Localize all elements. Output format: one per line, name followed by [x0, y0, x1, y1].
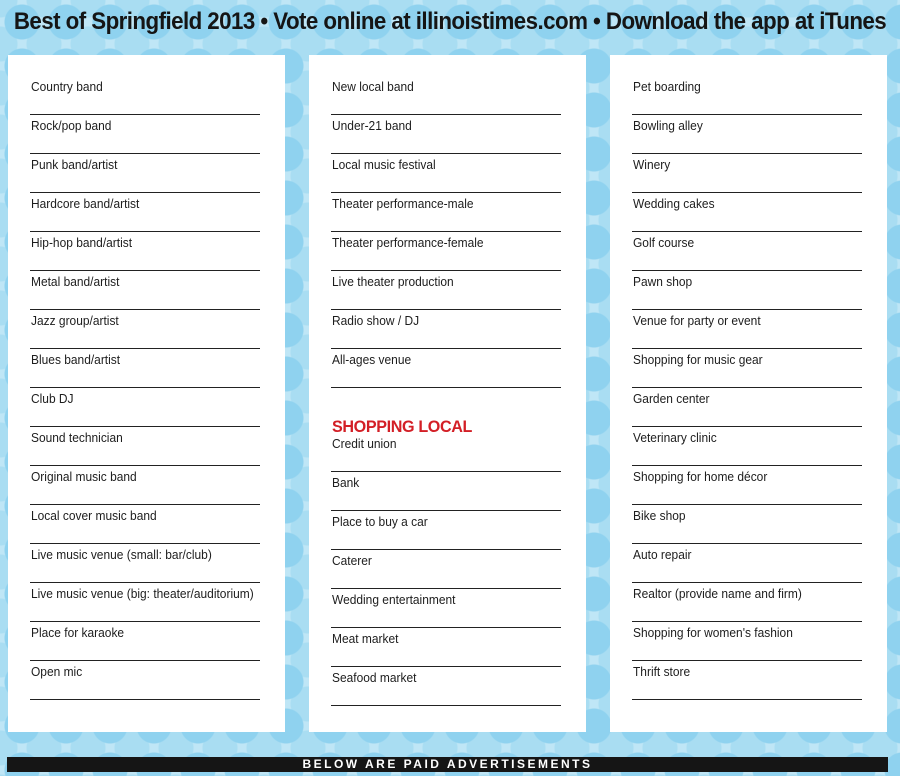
ballot-field-metal-band[interactable] — [30, 271, 260, 310]
ballot-field-club-dj[interactable] — [30, 388, 260, 427]
field-label: Seafood market — [332, 670, 417, 685]
field-label: Bowling alley — [633, 118, 703, 133]
field-label: Live music venue (small: bar/club) — [31, 547, 212, 562]
field-label: Local music festival — [332, 157, 436, 172]
ballot-field-bowling-alley[interactable] — [632, 115, 862, 154]
ballot-field-theater-female[interactable] — [331, 232, 561, 271]
field-label: Metal band/artist — [31, 274, 120, 289]
field-label: Hip-hop band/artist — [31, 235, 133, 250]
ballot-field-music-gear[interactable] — [632, 349, 862, 388]
ballot-field-pet-boarding[interactable] — [632, 76, 862, 115]
field-label: Shopping for women's fashion — [633, 625, 793, 640]
ballot-field-realtor[interactable] — [632, 583, 862, 622]
ballot-field-wedding-cakes[interactable] — [632, 193, 862, 232]
page-header: Best of Springfield 2013 • Vote online at illinoistimes.com • Download the app at iTunes — [13, 8, 887, 35]
ballot-field-seafood-market[interactable] — [331, 667, 561, 706]
ballot-field-pawn-shop[interactable] — [632, 271, 862, 310]
ballot-field-car-dealer[interactable] — [331, 511, 561, 550]
ballot-field-blues-band[interactable] — [30, 349, 260, 388]
ballot-field-hardcore-band[interactable] — [30, 193, 260, 232]
ballot-field-open-mic[interactable] — [30, 661, 260, 700]
field-label: Club DJ — [31, 391, 74, 406]
field-label: Credit union — [332, 436, 397, 451]
field-label: Veterinary clinic — [633, 430, 717, 445]
ballot-field-country-band[interactable] — [30, 76, 260, 115]
field-label: Meat market — [332, 631, 399, 646]
field-label: Blues band/artist — [31, 352, 121, 367]
ballot-field-small-music-venue[interactable] — [30, 544, 260, 583]
ballot-field-original-music-band[interactable] — [30, 466, 260, 505]
ballot-field-all-ages-venue[interactable] — [331, 349, 561, 388]
field-label: Realtor (provide name and firm) — [633, 586, 802, 601]
field-label: Pet boarding — [633, 79, 701, 94]
field-label: Hardcore band/artist — [31, 196, 140, 211]
ballot-field-caterer[interactable] — [331, 550, 561, 589]
ballot-field-meat-market[interactable] — [331, 628, 561, 667]
field-label: Wedding entertainment — [332, 592, 456, 607]
field-label: Pawn shop — [633, 274, 693, 289]
field-label: Jazz group/artist — [31, 313, 119, 328]
field-label: Place for karaoke — [31, 625, 125, 640]
field-label: New local band — [332, 79, 414, 94]
ballot-field-new-local-band[interactable] — [331, 76, 561, 115]
field-label: Thrift store — [633, 664, 691, 679]
ballot-column-2 — [309, 55, 586, 732]
ballot-field-live-theater[interactable] — [331, 271, 561, 310]
ballot-field-wedding-entertainment[interactable] — [331, 589, 561, 628]
field-label: Theater performance-female — [332, 235, 484, 250]
field-label: Golf course — [633, 235, 695, 250]
field-label: Rock/pop band — [31, 118, 112, 133]
field-label: Shopping for home décor — [633, 469, 768, 484]
ballot-field-big-music-venue[interactable] — [30, 583, 260, 622]
ballot-field-punk-band[interactable] — [30, 154, 260, 193]
section-heading-shopping-local: SHOPPING LOCAL — [332, 417, 473, 436]
field-label: Live music venue (big: theater/auditorium) — [31, 586, 254, 601]
field-label: Country band — [31, 79, 103, 94]
ballot-field-womens-fashion[interactable] — [632, 622, 862, 661]
field-label: Theater performance-male — [332, 196, 474, 211]
paid-ads-banner: BELOW ARE PAID ADVERTISEMENTS — [7, 757, 888, 772]
ballot-field-party-venue[interactable] — [632, 310, 862, 349]
field-label: Caterer — [332, 553, 372, 568]
field-label: Wedding cakes — [633, 196, 715, 211]
ballot-field-radio-show[interactable] — [331, 310, 561, 349]
ballot-field-home-decor[interactable] — [632, 466, 862, 505]
field-label: Under-21 band — [332, 118, 412, 133]
field-label: Winery — [633, 157, 671, 172]
ballot-field-bank[interactable] — [331, 472, 561, 511]
field-label: Local cover music band — [31, 508, 157, 523]
field-label: Sound technician — [31, 430, 123, 445]
field-label: All-ages venue — [332, 352, 412, 367]
ballot-column-1 — [8, 55, 285, 732]
ballot-field-local-music-festival[interactable] — [331, 154, 561, 193]
field-label: Garden center — [633, 391, 710, 406]
ballot-field-thrift-store[interactable] — [632, 661, 862, 700]
ballot-field-theater-male[interactable] — [331, 193, 561, 232]
ballot-field-golf-course[interactable] — [632, 232, 862, 271]
ballot-field-auto-repair[interactable] — [632, 544, 862, 583]
ballot-field-rock-pop-band[interactable] — [30, 115, 260, 154]
ballot-field-winery[interactable] — [632, 154, 862, 193]
ballot-column-3 — [610, 55, 887, 732]
field-label: Original music band — [31, 469, 137, 484]
field-label: Place to buy a car — [332, 514, 428, 529]
field-label: Bike shop — [633, 508, 686, 523]
ballot-field-credit-union[interactable] — [331, 433, 561, 472]
field-label: Venue for party or event — [633, 313, 761, 328]
ballot-field-karaoke[interactable] — [30, 622, 260, 661]
field-label: Radio show / DJ — [332, 313, 420, 328]
ballot-field-bike-shop[interactable] — [632, 505, 862, 544]
ballot-field-local-cover-band[interactable] — [30, 505, 260, 544]
field-label: Shopping for music gear — [633, 352, 763, 367]
field-label: Open mic — [31, 664, 83, 679]
ballot-field-hip-hop-band[interactable] — [30, 232, 260, 271]
ballot-field-veterinary-clinic[interactable] — [632, 427, 862, 466]
ballot-field-garden-center[interactable] — [632, 388, 862, 427]
field-label: Auto repair — [633, 547, 692, 562]
ballot-field-under-21-band[interactable] — [331, 115, 561, 154]
ballot-field-jazz-group[interactable] — [30, 310, 260, 349]
ballot-field-sound-technician[interactable] — [30, 427, 260, 466]
field-label: Live theater production — [332, 274, 454, 289]
field-label: Punk band/artist — [31, 157, 118, 172]
field-label: Bank — [332, 475, 360, 490]
